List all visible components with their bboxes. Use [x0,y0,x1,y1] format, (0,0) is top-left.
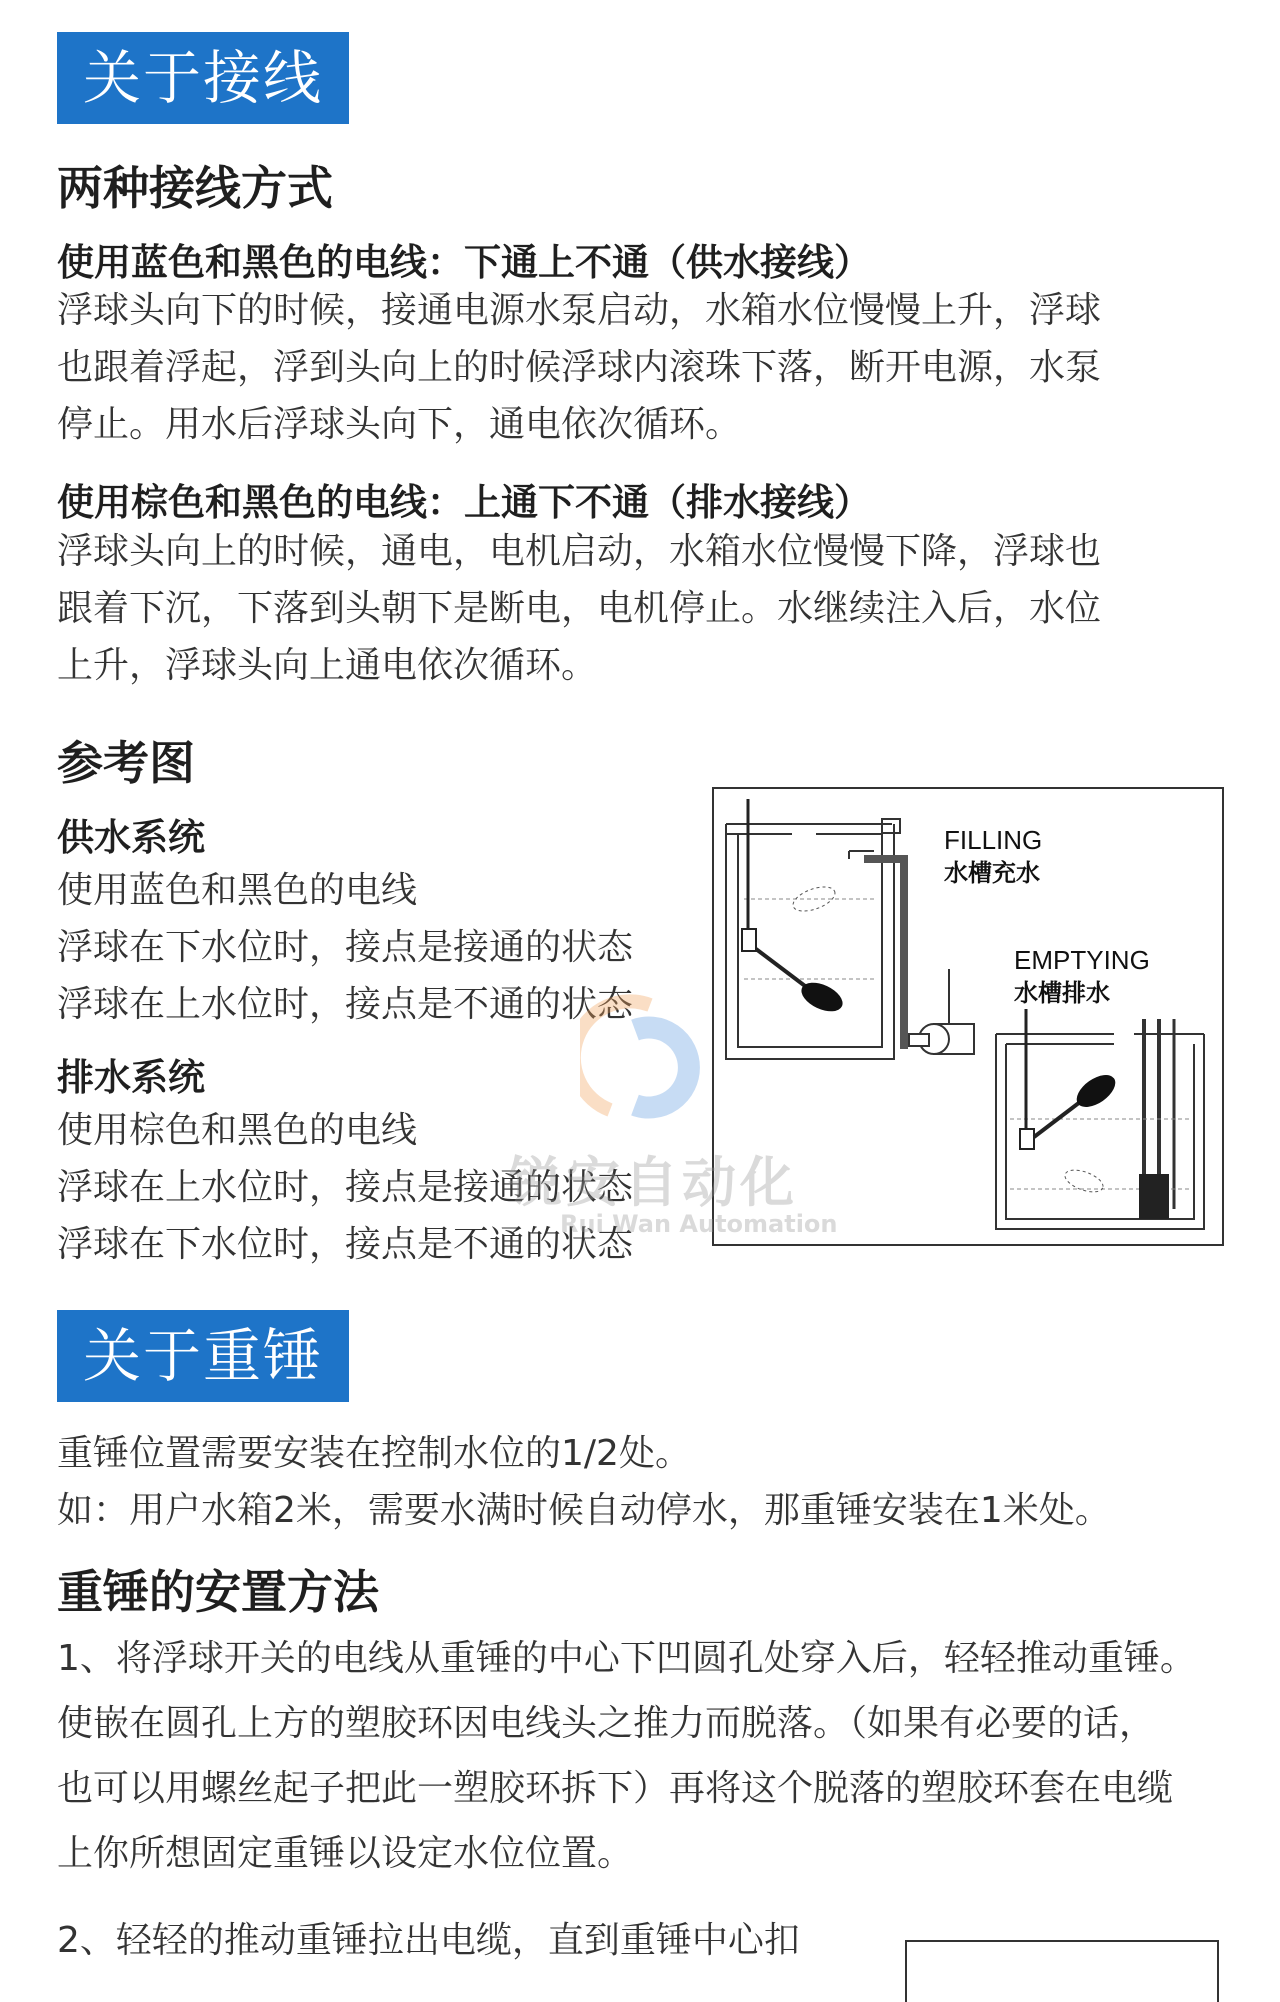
filling-label-cn: 水槽充水 [944,859,1040,887]
drain-system-line: 浮球在上水位时，接点是接通的状态 [57,1167,634,1208]
weight-intro [57,1425,1111,1539]
supply-wiring-paragraph [57,282,1101,453]
paragraph-line: 如：用户水箱2米，需要水满时候自动停水，那重锤安装在1米处。 [57,1490,1111,1531]
drain-system-line: 浮球在下水位时，接点是不通的状态 [57,1224,634,1265]
drain-wiring-title: 使用棕色和黑色的电线：上通下不通（排水接线） [57,481,871,524]
drain-wiring-paragraph [57,523,1101,694]
supply-wiring-title: 使用蓝色和黑色的电线：下通上不通（供水接线） [57,241,871,284]
weight-step-1 [57,1626,1196,1886]
reference-heading: 参考图 [57,736,195,790]
paragraph-line: 浮球头向下的时候，接通电源水泵启动，水箱水位慢慢上升，浮球 [57,290,1102,331]
supply-system-line: 浮球在下水位时，接点是接通的状态 [57,927,634,968]
weight-step-2: 2、轻轻的推动重锤拉出电缆，直到重锤中心扣 [57,1920,800,1961]
wiring-methods-heading: 两种接线方式 [57,161,333,215]
paragraph-line: 也跟着浮起，浮到头向上的时候浮球内滚珠下落，断开电源，水泵 [57,347,1102,388]
watermark-subtext: Rui Wan Automation [560,1210,838,1238]
paragraph-line: 停止。用水后浮球头向下，通电依次循环。 [57,404,742,445]
paragraph-line: 上升，浮球头向上通电依次循环。 [57,645,598,686]
watermark-logo [580,990,720,1130]
emptying-label-cn: 水槽排水 [1014,979,1110,1007]
weight-method-heading: 重锤的安置方法 [57,1565,379,1619]
paragraph-line: 使嵌在圆孔上方的塑胶环因电线头之推力而脱落。（如果有必要的话， [57,1703,1156,1744]
step-2-illustration-frame [905,1940,1219,2002]
paragraph-line: 也可以用螺丝起子把此一塑胶环拆下）再将这个脱落的塑胶环套在电缆 [57,1768,1174,1809]
watermark-text: 锐安自动化 [508,1151,798,1214]
paragraph-line: 1、将浮球开关的电线从重锤的中心下凹圆孔处穿入后，轻轻推动重锤。 [57,1638,1196,1679]
paragraph-line: 跟着下沉，下落到头朝下是断电，电机停止。水继续注入后，水位 [57,588,1102,629]
paragraph-line: 重锤位置需要安装在控制水位的1/2处。 [57,1433,691,1474]
filling-label-en: FILLING [944,825,1043,855]
paragraph-line: 上你所想固定重锤以设定水位位置。 [57,1833,634,1874]
drain-system-line: 使用棕色和黑色的电线 [57,1110,418,1151]
emptying-label-en: EMPTYING [1014,945,1150,975]
supply-system-title: 供水系统 [57,816,205,859]
pump [909,969,974,1054]
supply-system-line: 浮球在上水位时，接点是不通的状态 [57,984,634,1025]
section-banner-wiring: 关于接线 [57,32,349,124]
section-banner-weight: 关于重锤 [57,1310,349,1402]
drain-system-title: 排水系统 [57,1056,205,1099]
paragraph-line: 浮球头向上的时候，通电，电机启动，水箱水位慢慢下降，浮球也 [57,531,1102,572]
supply-system-line: 使用蓝色和黑色的电线 [57,870,418,911]
